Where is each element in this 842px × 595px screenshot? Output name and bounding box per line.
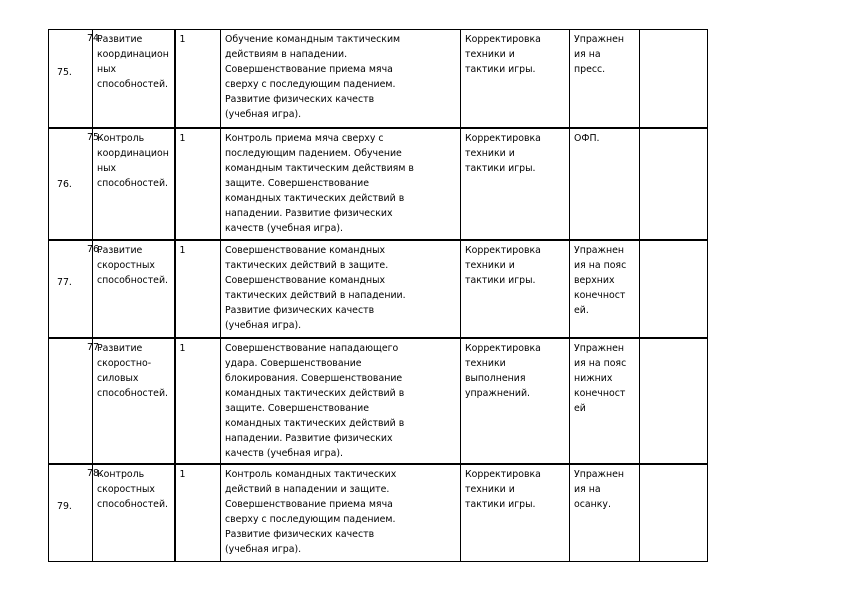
lesson-control: Корректировка техники и тактики игры. (461, 464, 570, 562)
lesson-extra (640, 464, 708, 562)
lesson-hours: 1 (175, 30, 221, 128)
lesson-control: Корректировка техники и тактики игры. (461, 30, 570, 128)
lesson-control: Корректировка техники и тактики игры. (461, 128, 570, 240)
lesson-extra (640, 240, 708, 338)
lesson-topic: Контроль скоростных способностей. (93, 464, 175, 562)
lesson-hours: 1 (175, 128, 221, 240)
lesson-hours: 1 (175, 338, 221, 464)
row-number-overlay: 77. (87, 341, 102, 353)
row-number-cell (49, 128, 102, 240)
row-number: 79. (57, 501, 72, 512)
lesson-content: Обучение командным тактическим действиям в нападении. Совершенствование приема мяча сверху с последующим падением. Развитие физических качеств (учебная игра). (221, 30, 461, 128)
row-number: 77. (57, 276, 72, 288)
row-number: 75. (57, 66, 72, 78)
lesson-control: Корректировка техники выполнения упражнений. (461, 338, 570, 464)
lesson-hours: 1 (175, 464, 221, 562)
lesson-content: Совершенствование командных тактических действий в защите. Совершенствование командных тактических действий в нападении. Развитие физических качеств (учебная игра). (221, 240, 461, 338)
lesson-content: Контроль командных тактических действий в нападении и защите. Совершенствование приема мяча сверху с последующим падением. Развитие физических качеств (учебная игра). (221, 464, 461, 562)
row-number-cell (49, 240, 102, 338)
lesson-homework: Упражнен ия на пояс нижних конечност ей (570, 338, 640, 464)
row-number-overlay: 78. (87, 467, 102, 479)
lesson-content: Совершенствование нападающего удара. Совершенствование блокирования. Совершенствование командных тактических действий в защите. Совершенствование командных тактических действий в нападении. Развитие физических качеств (учебная игра). (221, 338, 461, 464)
lesson-homework: Упражнен ия на пояс верхних конечност ей. (570, 240, 640, 338)
row-number-overlay: 74. (87, 33, 102, 44)
lesson-plan-table (48, 29, 708, 562)
row-number-overlay: 76. (87, 243, 102, 255)
lesson-extra (640, 30, 708, 128)
table-row (49, 128, 708, 240)
lesson-homework: Упражнен ия на пресс. (570, 30, 640, 128)
table-row (49, 30, 708, 128)
lesson-content: Контроль приема мяча сверху с последующим падением. Обучение командным тактическим действиям в защите. Совершенствование командных тактических действий в нападении. Развитие физических качеств (учебная игра). (221, 128, 461, 240)
table-row (49, 240, 708, 338)
row-number: 76. (57, 178, 72, 190)
table-row (49, 464, 708, 562)
row-number-cell (49, 30, 102, 128)
lesson-extra (640, 338, 708, 464)
row-number-cell (49, 338, 102, 464)
lesson-topic: Контроль координацион ных способностей. (93, 128, 175, 240)
row-number-cell (49, 464, 102, 562)
table-row (49, 338, 708, 464)
lesson-topic: Развитие скоростных способностей. (93, 240, 175, 338)
lesson-hours: 1 (175, 240, 221, 338)
lesson-topic: Развитие скоростно- силовых способностей. (93, 338, 175, 464)
lesson-extra (640, 128, 708, 240)
row-number-overlay: 75. (87, 131, 102, 143)
lesson-topic: Развитие координацион ных способностей. (93, 30, 175, 128)
lesson-control: Корректировка техники и тактики игры. (461, 240, 570, 338)
lesson-homework: Упражнен ия на осанку. (570, 464, 640, 562)
lesson-homework: ОФП. (570, 128, 640, 240)
